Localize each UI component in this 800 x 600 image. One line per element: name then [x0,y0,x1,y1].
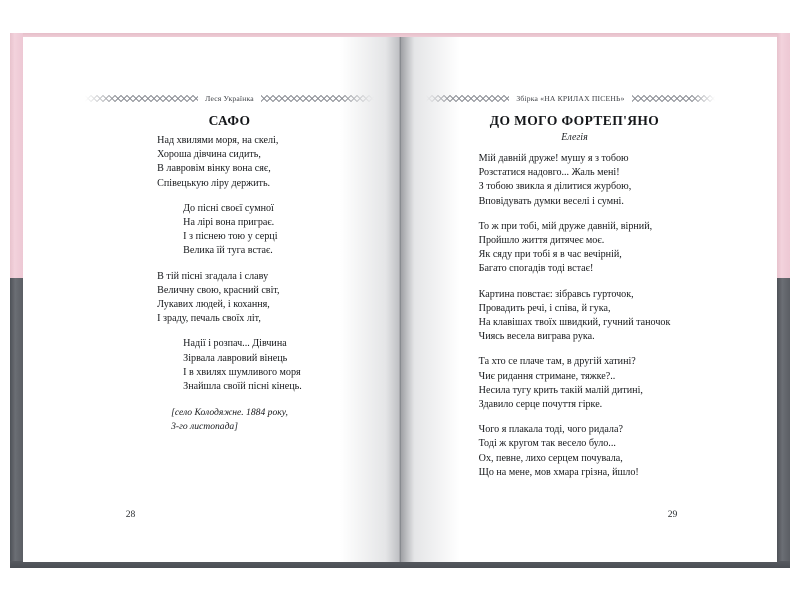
page-spread [23,37,777,562]
poem-line: Лукавих людей, і кохання, [157,299,270,311]
left-poem-title: САФО [208,113,251,128]
poem-line: Провадить речі, і співа, й гука, [478,302,611,314]
poem-stanza [479,288,671,345]
book-right-cover-lower [777,278,790,568]
poem-line: Та хто се плаче там, в другій хатині? [478,356,636,368]
poem-line: Вповідувать думки веселі і сумні. [478,195,624,207]
book-bottom-edge [10,561,790,568]
poem-stanza [479,220,671,277]
poem-line: Знайшла своїй пісні кінець. [183,381,302,393]
poem-line: Зірвала лавровий вінець [183,352,288,364]
poem-line: Що на мене, мов хмара грізна, йшло! [478,466,639,478]
poem-line: Чиясь весела виграва рука. [478,331,595,343]
poem-line: На клавішах твоїх швидкий, гучний таночок [478,317,671,329]
book-left-cover-lower [10,278,23,568]
diamond-chain-ornament [426,95,509,102]
poem-line: Над хвилями моря, на скелі, [157,135,279,146]
right-page-body [400,113,777,480]
poem-line: До пісні своєї сумної [183,202,274,214]
diamond-chain-ornament [85,95,198,102]
poem-stanza [157,134,302,191]
right-poem-center-wrap [430,152,719,480]
poem-stanza [157,337,302,394]
poem-line: Величну свою, красний світ, [157,284,280,296]
poem-line: Картина повстає: зібравсь гурточок, [478,288,634,300]
left-note-center-wrap [85,394,374,434]
poem-note-line: 3-го листопада] [171,420,238,432]
poem-line: Співецькую ліру держить. [157,177,271,189]
book-left-cover-upper [10,33,23,278]
poem-line: Здавило серце почуття гірке. [478,399,603,411]
poem-line: Тоді ж кругом так весело було... [478,438,616,450]
diamond-chain-ornament [632,95,715,102]
open-book [10,33,790,568]
poem-stanza [479,423,671,480]
diamond-chain-ornament [261,95,374,102]
left-poem-note [171,406,288,433]
poem-line: В лавровім вінку вона сяє, [157,163,271,175]
poem-line: Несила тугу крить такій малій дитині, [478,384,643,396]
poem-line: Хороша дівчина сидить, [157,149,261,161]
poem-line: Як сяду при тобі я в час вечірній, [478,249,622,261]
right-poem-title: ДО МОГО ФОРТЕП'ЯНО [489,113,660,128]
poem-stanza [479,152,671,209]
poem-line: Багато спогадів тоді встає! [478,263,594,275]
poem-line: Чого я плакала тоді, чого ридала? [478,424,623,436]
left-page-number: 28 [125,509,136,520]
poem-line: І зраду, печаль своїх літ, [157,313,261,325]
right-running-head-label: Збірка «НА КРИЛАХ ПІСЕНЬ» [516,94,625,103]
poem-stanza [479,355,671,412]
poem-stanza [157,202,302,259]
poem-line: Велика їй туга встає. [183,245,273,257]
left-page [23,37,400,562]
poem-line: То ж при тобі, мій друже давній, вірний, [478,220,653,232]
poem-line: І в хвилях шумливого моря [183,366,301,378]
left-poem-stanzas [157,134,302,394]
right-poem-stanzas [479,152,671,480]
poem-line: Ох, певне, лихо серцем почувала, [478,452,623,464]
poem-line: Чиє ридання стримане, тяжке?.. [478,370,616,382]
left-running-head [23,94,400,103]
left-poem-center-wrap [85,134,374,394]
poem-line: На лірі вона приграє. [183,217,275,229]
poem-line: І з піснею тою у серці [183,231,278,243]
poem-line: Мій давній друже! мушу я з тобою [478,153,629,164]
poem-stanza [157,270,302,327]
right-running-head [400,94,777,103]
right-poem-subtitle: Елегія [561,132,588,143]
left-page-body [23,113,400,434]
poem-line: З тобою звикла я ділитися журбою, [478,181,632,193]
poem-line: Пройшло життя дитячеє моє. [478,235,605,247]
poem-line: В тій пісні згадала і славу [157,270,269,282]
poem-note-line: [село Колодяжне. 1884 року, [171,407,288,419]
left-running-head-label: Леся Українка [205,94,254,103]
book-right-cover-upper [777,33,790,278]
poem-line: Надії і розпач... Дівчина [183,338,287,350]
right-page-number: 29 [667,509,678,520]
right-page [400,37,777,562]
poem-line: Розстатися надовго... Жаль мені! [478,167,620,179]
